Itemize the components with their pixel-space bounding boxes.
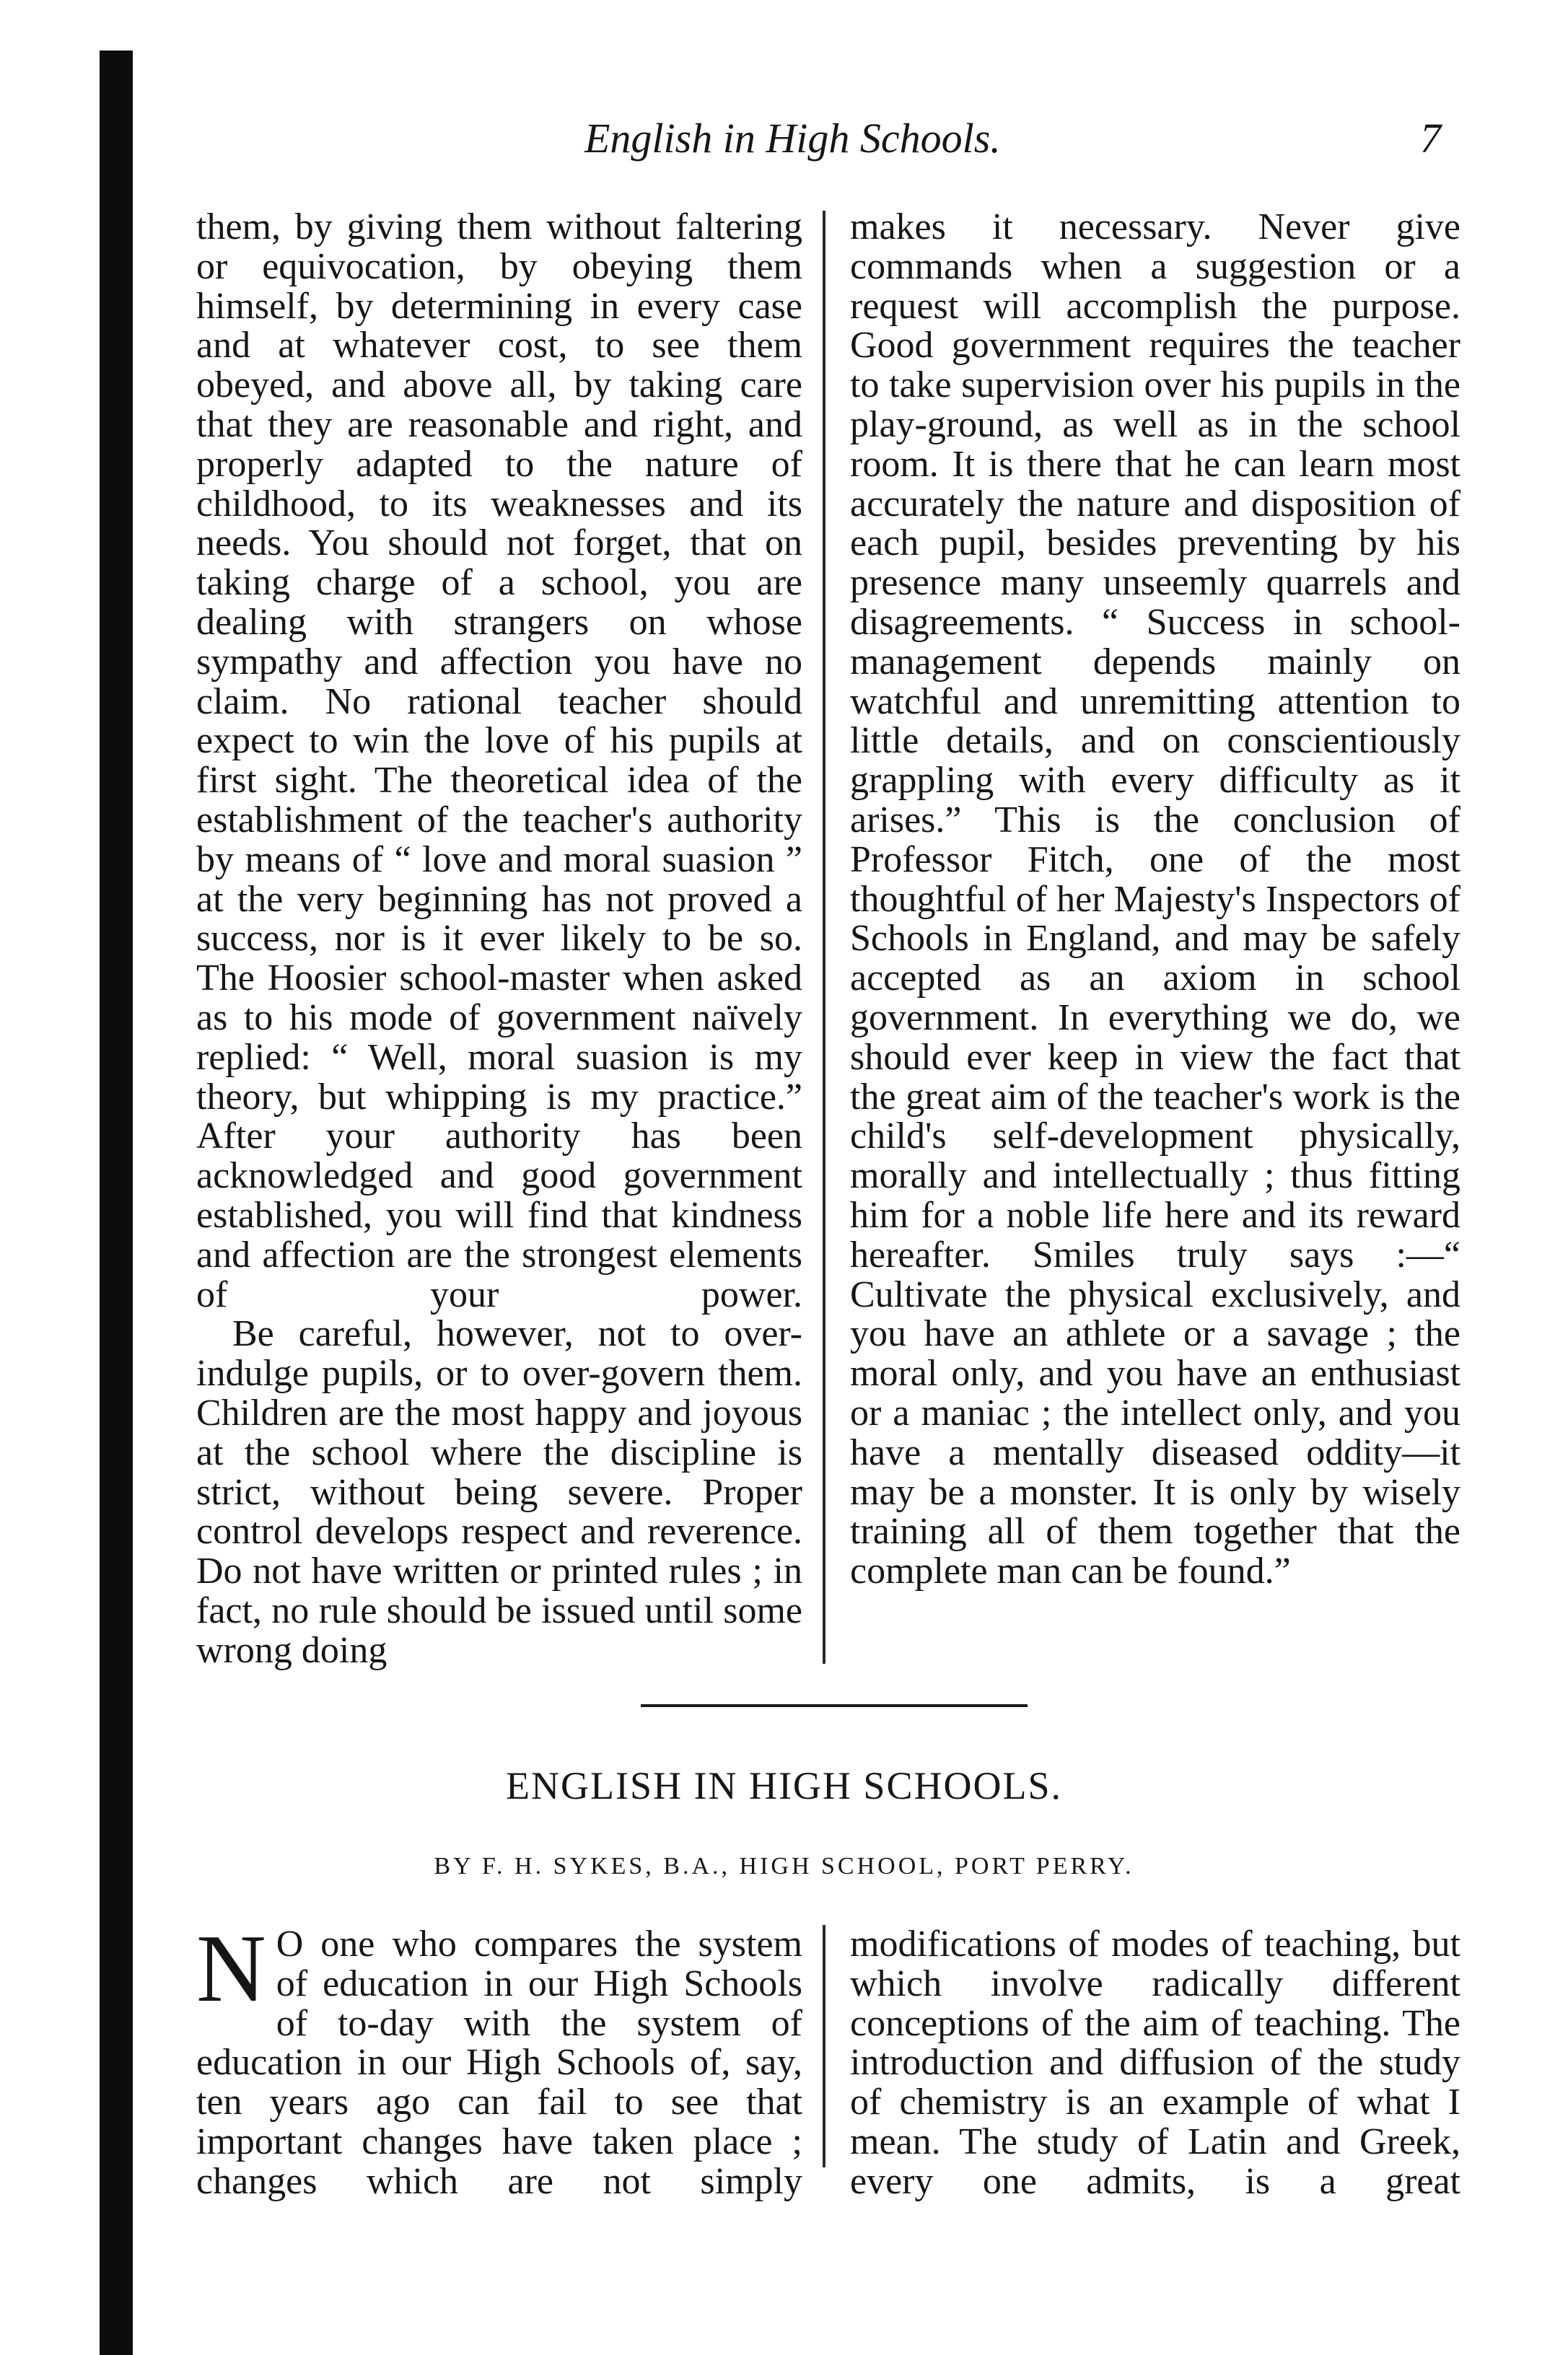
top-left-column — [196, 208, 802, 1670]
column-rule — [823, 211, 825, 1664]
section-separator — [641, 1704, 1028, 1707]
page-number: 7 — [1420, 115, 1441, 162]
paragraph: modifications of modes of teaching, but which involve radically different conceptions of the aim of teaching. The introduction and diffusion of the study of chemistry is an example of what I mean. The study of Latin and Greek, every one admits, is a great — [850, 1924, 1460, 2202]
drop-cap: N — [196, 1915, 266, 2022]
paragraph — [196, 1915, 802, 2202]
running-header: English in High Schools. — [584, 115, 1001, 162]
column-rule — [823, 1925, 825, 2167]
article-title: ENGLISH IN HIGH SCHOOLS. — [506, 1764, 1062, 1807]
binding-edge — [100, 51, 133, 2355]
article-byline: BY F. H. SYKES, B.A., HIGH SCHOOL, PORT PERRY. — [434, 1853, 1134, 1880]
article-right-column — [850, 1925, 1460, 2202]
paragraph: makes it necessary. Never give commands when a suggestion or a request will accomplish the purpose. Good government requires the teacher to take supervision over his pupils in the play-ground, as well as in the school room. It is there that he can learn most accurately the nature and disposition of each pupil, besides preventing by his presence many unseemly quarrels and disagreements. “ Success in school-management depends mainly on watchful and unremitting attention to little details, and on conscientiously grappling with every difficulty as it arises.” This is the conclusion of Professor Fitch, one of the most thoughtful of her Majesty's Inspectors of Schools in England, and may be safely accepted as an axiom in school government. In everything we do, we should ever keep in view the fact that the great aim of the teacher's work is the child's self-development physically, morally and intellectually ; thus fitting him for a noble life here and its reward hereafter. Smiles truly says :—“ Cultivate the physical exclusively, and you have an athlete or a savage ; the moral only, and you have an enthusiast or a maniac ; the intellect only, and you have a mentally diseased oddity—it may be a monster. It is only by wisely training all of them together that the complete man can be found.” — [850, 206, 1460, 1592]
top-right-column — [850, 208, 1460, 1592]
paragraph-text: O one who compares the system of education in our High Schools of to-day with the system of education in our High Schools of, say, ten years ago can fail to see that important changes have taken place ; changes which are not simply — [196, 1924, 802, 2202]
paragraph: Be careful, however, not to over-indulge pupils, or to over-govern them. Children are the most happy and joyous at the school where the discipline is strict, without being severe. Proper control develops respect and reverence. Do not have written or printed rules ; in fact, no rule should be issued until some wrong doing — [196, 1313, 802, 1671]
paragraph: them, by giving them without faltering or equivocation, by obeying them himself, by determining in every case and at whatever cost, to see them obeyed, and above all, by taking care that they are reasonable and right, and properly adapted to the nature of childhood, to its weaknesses and its needs. You should not forget, that on taking charge of a school, you are dealing with strangers on whose sympathy and affection you have no claim. No rational teacher should expect to win the love of his pupils at first sight. The theoretical idea of the establishment of the teacher's authority by means of “ love and moral suasion ” at the very beginning has not proved a success, nor is it ever likely to be so. The Hoosier school-master when asked as to his mode of government naïvely replied: “ Well, moral suasion is my theory, but whipping is my practice.” After your authority has been acknowledged and good government established, you will find that kindness and affection are the strongest elements of your power. — [196, 206, 802, 1315]
article-left-column — [196, 1915, 802, 2202]
